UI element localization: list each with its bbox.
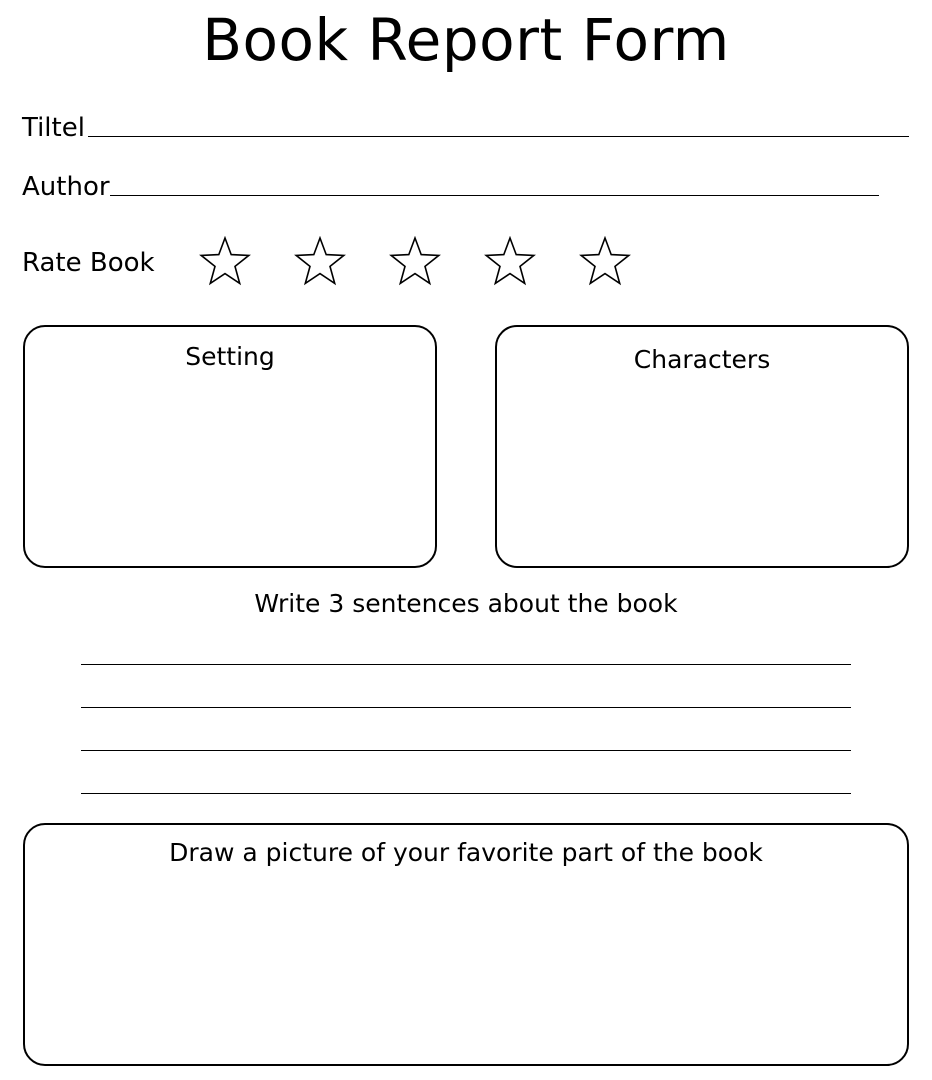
star-outline-icon[interactable]	[199, 236, 251, 286]
rate-book-label: Rate Book	[22, 248, 155, 278]
author-field-label: Author	[22, 172, 110, 202]
setting-box-title: Setting	[185, 342, 275, 371]
sentence-line[interactable]	[81, 707, 851, 708]
sentence-line[interactable]	[81, 793, 851, 794]
characters-box-title: Characters	[633, 345, 771, 374]
star-outline-icon[interactable]	[389, 236, 441, 286]
star-outline-icon[interactable]	[294, 236, 346, 286]
sentence-line[interactable]	[81, 750, 851, 751]
page-title: Book Report Form	[202, 6, 730, 74]
title-field-label: Tiltel	[22, 113, 85, 143]
sentence-line[interactable]	[81, 664, 851, 665]
setting-box[interactable]	[23, 325, 437, 568]
sentences-prompt: Write 3 sentences about the book	[254, 589, 678, 618]
star-outline-icon[interactable]	[484, 236, 536, 286]
drawing-box-title: Draw a picture of your favorite part of the book	[169, 838, 763, 867]
star-outline-icon[interactable]	[579, 236, 631, 286]
drawing-box[interactable]	[23, 823, 909, 1066]
characters-box[interactable]	[495, 325, 909, 568]
title-field-line[interactable]	[88, 136, 909, 137]
author-field-line[interactable]	[110, 195, 879, 196]
